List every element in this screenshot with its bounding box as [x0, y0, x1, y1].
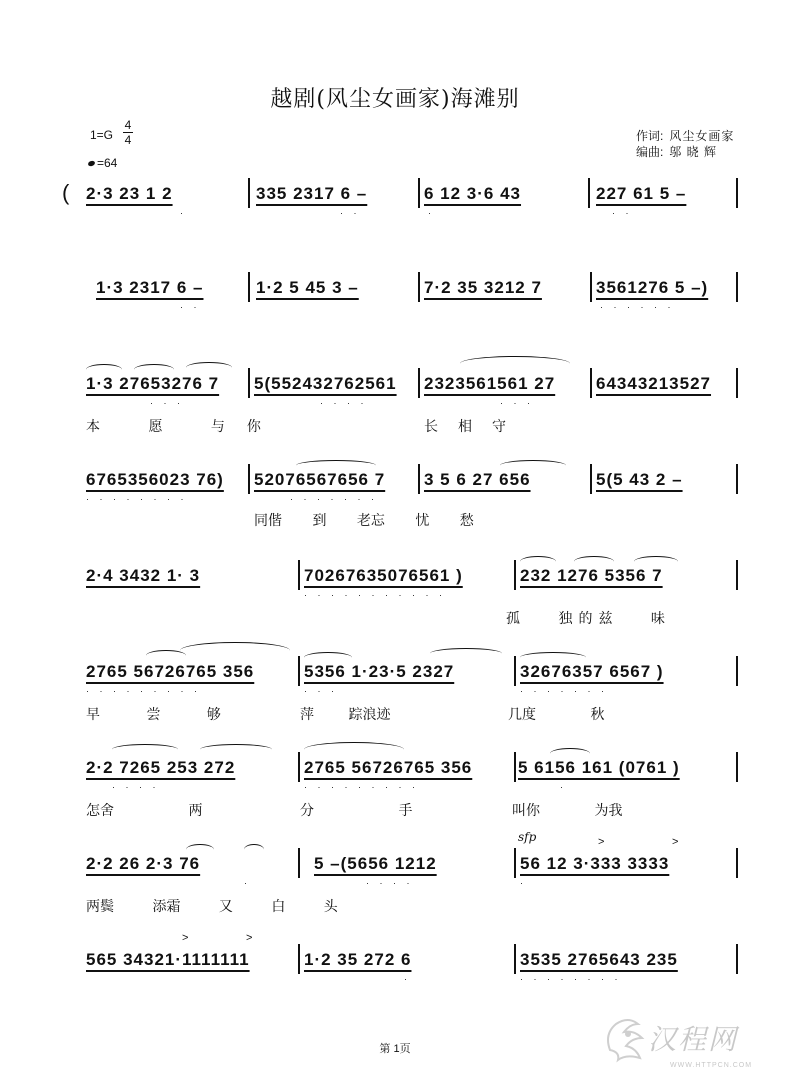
watermark-url: WWW.HTTPCN.COM	[670, 1062, 753, 1069]
measure: 3561276 5 –)	[596, 278, 709, 297]
staff-row-1: ( 2·3 23 1 2 335 2317 6 – 6 12 3·6 43 227 61 5 – · · · · · ·	[0, 184, 790, 244]
bar-line	[736, 560, 738, 590]
lyric: 同偕 到 老忘 忧 愁	[254, 513, 474, 529]
lyric: 叫你 为我	[512, 803, 623, 819]
bar-line	[514, 848, 516, 878]
watermark-logo-icon	[600, 1010, 650, 1066]
bar-line	[736, 368, 738, 398]
arranger: 邬 晓 辉	[669, 145, 718, 159]
staff-row-3: 1·3 27653276 7 5(552432762561 2323561561 27 64343213527 · · · · · · · · · · 本 愿 与你 长相守	[0, 374, 790, 434]
lyric: 怎舍 两	[86, 803, 203, 819]
measure: 6 12 3·6 43	[424, 184, 522, 203]
bar-line	[418, 464, 420, 494]
bar-line	[736, 656, 738, 686]
measure: 2·2 7265 253 272	[86, 758, 236, 777]
staff-row-7: 2·2 7265 253 272 2765 56726765 356 5 6156 161 (0761 ) · · · · · · · · · · · · · · 怎舍 两 分 手 叫你 为我	[0, 758, 790, 818]
measure: 1·2 5 45 3 –	[256, 278, 359, 297]
bar-line	[590, 272, 592, 302]
bar-line	[514, 656, 516, 686]
lyric: 本 愿 与你	[86, 419, 283, 435]
measure: 1·2 35 272 6	[304, 950, 412, 969]
bar-line	[248, 178, 250, 208]
bar-line	[590, 464, 592, 494]
bar-line	[298, 752, 300, 782]
bar-line	[514, 944, 516, 974]
measure: 335 2317 6 –	[256, 184, 368, 203]
bar-line	[514, 560, 516, 590]
measure: 5 –(5656 1212	[314, 854, 437, 873]
page-number: 第 1页	[379, 1043, 411, 1055]
time-signature	[122, 118, 134, 147]
lyricist-label: 作词:	[636, 129, 664, 143]
staff-row-2: 1·3 2317 6 – 1·2 5 45 3 – 7·2 35 3212 7 3561276 5 –) · · · · · · · ·	[0, 278, 790, 338]
bar-line	[736, 944, 738, 974]
measure: 2·3 23 1 2	[86, 184, 173, 203]
measure: 2323561561 27	[424, 374, 556, 393]
measure: 227 61 5 –	[596, 184, 687, 203]
bar-line	[298, 848, 300, 878]
measure: 2765 56726765 356	[304, 758, 473, 777]
measure: 2765 56726765 356	[86, 662, 255, 681]
tempo-marking: =64	[88, 156, 117, 170]
bar-line	[248, 272, 250, 302]
bar-line	[298, 560, 300, 590]
measure: 232 1276 5356 7	[520, 566, 663, 585]
lyric: 分 手	[300, 803, 413, 819]
staff-row-8: 2·2 26 2·3 76 5 –(5656 1212 sfp > > 56 12 3·333 3333 · · · · · · 两鬓 添霜 又 白 头	[0, 854, 790, 914]
arranger-label: 编曲:	[636, 145, 664, 159]
measure: 56 12 3·333 3333	[520, 854, 670, 873]
bar-line	[248, 464, 250, 494]
bar-line	[298, 656, 300, 686]
bar-line	[514, 752, 516, 782]
lyric: 两鬓 添霜 又 白 头	[86, 899, 338, 915]
lyricist: 风尘女画家	[669, 129, 735, 143]
staff-row-5: 2·4 3432 1· 3 70267635076561 ) 232 1276 5356 7 · · · · · · · · · · · 孤 独的兹 味	[0, 566, 790, 626]
bar-line	[418, 272, 420, 302]
bar-line	[588, 178, 590, 208]
measure: 2·2 26 2·3 76	[86, 854, 201, 873]
lyric: 孤 独的兹 味	[506, 611, 671, 627]
bar-line	[736, 848, 738, 878]
lyric: 萍 踪浪迹	[300, 707, 391, 723]
measure: 32676357 6567 )	[520, 662, 664, 681]
measure: 5356 1·23·5 2327	[304, 662, 455, 681]
measure: 70267635076561 )	[304, 566, 463, 585]
bar-line	[736, 178, 738, 208]
bar-line	[736, 752, 738, 782]
measure: 5(552432762561	[254, 374, 397, 393]
measure: 7·2 35 3212 7	[424, 278, 542, 297]
bar-line	[298, 944, 300, 974]
quarter-note-icon	[87, 160, 95, 167]
measure: 52076567656 7	[254, 470, 386, 489]
meter-top: 4	[124, 118, 132, 132]
meter-bottom: 4	[124, 133, 132, 147]
dynamic-marking: sfp	[518, 830, 537, 844]
measure: 2·4 3432 1· 3	[86, 566, 201, 585]
measure: 3 5 6 27 656	[424, 470, 531, 489]
page-title: 越剧(风尘女画家)海滩别	[270, 87, 520, 112]
staff-row-6: 2765 56726765 356 5356 1·23·5 2327 32676357 6567 ) · · · · · · · · · · · · · · · · · · · 早 尝 够 萍 踪浪迹 几度 秋	[0, 662, 790, 722]
bar-line	[590, 368, 592, 398]
lyric: 长相守	[424, 419, 526, 435]
lyric: 几度 秋	[508, 707, 605, 723]
staff-row-4: 6765356023 76) 52076567656 7 3 5 6 27 656 5(5 43 2 – · · · · · · · · · · · · · · · 同偕 到 老忘 忧 愁	[0, 470, 790, 530]
staff-row-9: > > 565 34321·1111111 1·2 35 272 6 3535 2765643 235 · · · · · · · · ·	[0, 950, 790, 1010]
measure: 565 34321·1111111	[86, 950, 250, 969]
key-signature: 1=G	[90, 128, 114, 142]
watermark-text: 汉程网	[648, 1023, 739, 1056]
bar-line	[418, 368, 420, 398]
lyric: 早 尝 够	[86, 707, 221, 723]
bar-line	[418, 178, 420, 208]
measure: 6765356023 76)	[86, 470, 224, 489]
bar-line	[736, 464, 738, 494]
measure: 1·3 27653276 7	[86, 374, 220, 393]
bar-line	[736, 272, 738, 302]
measure: 3535 2765643 235	[520, 950, 678, 969]
watermark	[600, 1010, 775, 1080]
measure: 5(5 43 2 –	[596, 470, 683, 489]
measure: 1·3 2317 6 –	[96, 278, 204, 297]
credits	[636, 128, 734, 160]
measure: 64343213527	[596, 374, 712, 393]
measure: 5 6156 161 (0761 )	[518, 758, 680, 777]
bar-line	[248, 368, 250, 398]
